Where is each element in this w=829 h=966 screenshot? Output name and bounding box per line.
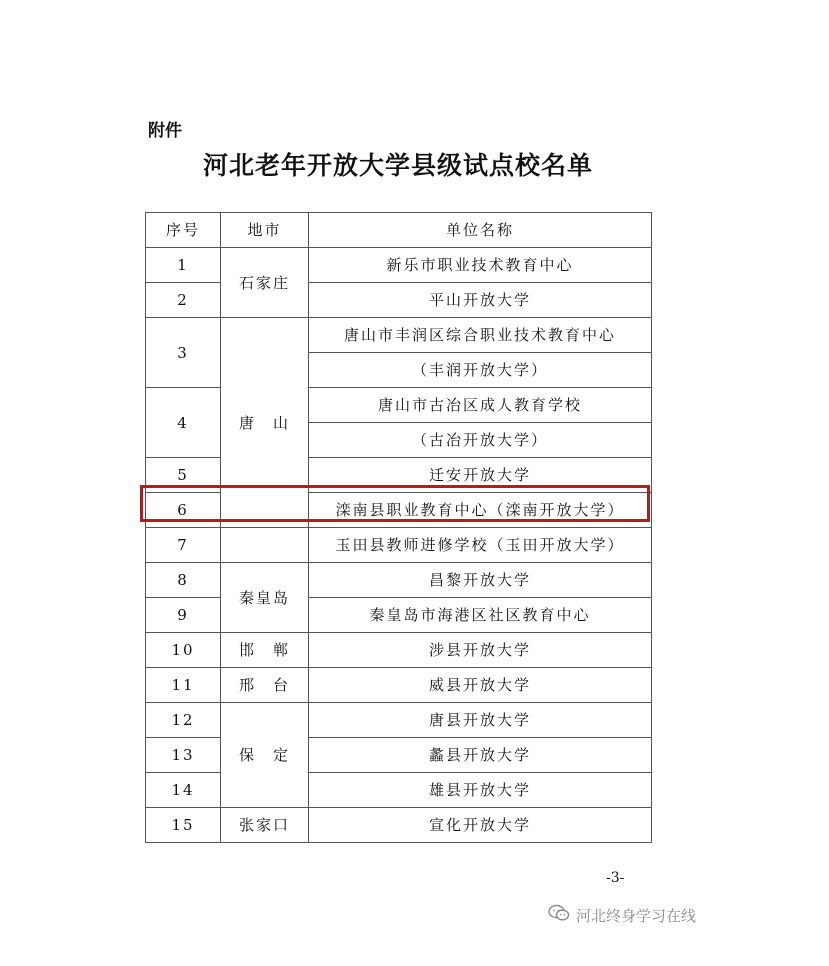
row-no: 9 (146, 598, 221, 633)
header-unit: 单位名称 (309, 213, 652, 248)
row-unit: 平山开放大学 (309, 283, 652, 318)
row-no: 12 (146, 703, 221, 738)
city-cell: 保 定 (221, 703, 309, 808)
row-unit-sub: （丰润开放大学） (309, 353, 652, 388)
row-unit: 唐山市古冶区成人教育学校 (309, 388, 652, 423)
row-no: 13 (146, 738, 221, 773)
city-cell: 邯 郸 (221, 633, 309, 668)
table-row (146, 528, 652, 563)
school-list-table (145, 212, 652, 843)
row-unit: 秦皇岛市海港区社区教育中心 (309, 598, 652, 633)
city-cell-empty (221, 528, 309, 563)
row-no: 5 (146, 458, 221, 493)
row-unit: 昌黎开放大学 (309, 563, 652, 598)
row-no: 3 (146, 318, 221, 388)
row-no: 6 (146, 493, 221, 528)
row-no: 15 (146, 808, 221, 843)
row-no: 4 (146, 388, 221, 458)
row-unit: 威县开放大学 (309, 668, 652, 703)
row-unit: 蠡县开放大学 (309, 738, 652, 773)
row-unit: 滦南县职业教育中心（滦南开放大学） (309, 493, 652, 528)
table-row (146, 808, 652, 843)
header-no: 序号 (146, 213, 221, 248)
watermark-text: 河北终身学习在线 (576, 906, 697, 925)
city-cell: 邢 台 (221, 668, 309, 703)
table-row (146, 318, 652, 353)
row-unit: 唐县开放大学 (309, 703, 652, 738)
row-unit: 雄县开放大学 (309, 773, 652, 808)
watermark (548, 904, 696, 926)
row-unit: 新乐市职业技术教育中心 (309, 248, 652, 283)
row-unit-sub: （古冶开放大学） (309, 423, 652, 458)
table-header-row (146, 213, 652, 248)
row-unit: 迁安开放大学 (309, 458, 652, 493)
row-unit: 玉田县教师进修学校（玉田开放大学） (309, 528, 652, 563)
row-no: 1 (146, 248, 221, 283)
row-no: 10 (146, 633, 221, 668)
wechat-icon (548, 904, 570, 926)
city-cell: 张家口 (221, 808, 309, 843)
table-row (146, 633, 652, 668)
row-unit: 涉县开放大学 (309, 633, 652, 668)
row-no: 7 (146, 528, 221, 563)
city-cell: 石家庄 (221, 248, 309, 318)
row-no: 14 (146, 773, 221, 808)
document-title: 河北老年开放大学县级试点校名单 (202, 151, 593, 180)
city-cell: 秦皇岛 (221, 563, 309, 633)
table-row (146, 703, 652, 738)
header-city: 地市 (221, 213, 309, 248)
row-unit: 唐山市丰润区综合职业技术教育中心 (309, 318, 652, 353)
city-cell: 唐 山 (221, 318, 309, 528)
row-no: 11 (146, 668, 221, 703)
attachment-label: 附件 (148, 121, 182, 141)
row-no: 2 (146, 283, 221, 318)
table-row (146, 668, 652, 703)
row-unit: 宣化开放大学 (309, 808, 652, 843)
row-no: 8 (146, 563, 221, 598)
table-row (146, 563, 652, 598)
table-row (146, 248, 652, 283)
page-number: -3- (606, 870, 625, 886)
